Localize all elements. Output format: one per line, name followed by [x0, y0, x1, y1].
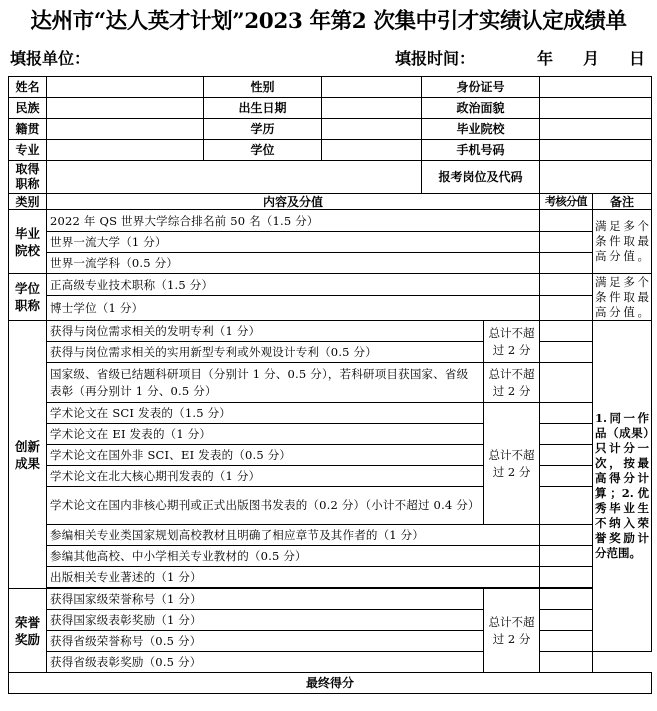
final-row — [9, 673, 652, 694]
score-cell[interactable] — [540, 487, 593, 525]
innovation-cap-2: 总计不超过 2 分 — [484, 363, 540, 403]
birth-label: 出生日期 — [204, 98, 322, 119]
school-item-3: 世界一流学科（0.5 分） — [47, 253, 540, 274]
list-item — [9, 342, 652, 363]
phone-label: 手机号码 — [422, 140, 540, 161]
ethnicity-label: 民族 — [9, 98, 47, 119]
list-item — [9, 210, 652, 232]
content-header: 内容及分值 — [47, 194, 540, 210]
list-item — [9, 274, 652, 296]
origin-label: 籍贯 — [9, 119, 47, 140]
info-row-2 — [9, 98, 652, 119]
list-item — [9, 232, 652, 253]
degree-item-2: 博士学位（1 分） — [47, 296, 540, 321]
score-cell[interactable] — [540, 253, 593, 274]
ethnicity-value[interactable] — [47, 98, 204, 119]
innovation-item-8: 学术论文在国内非核心期刊或正式出版图书发表的（0.2 分）（小计不超过 0.4 分） — [47, 487, 484, 525]
title-got-label: 取得职称 — [9, 161, 47, 194]
info-row-4 — [9, 140, 652, 161]
info-row-1 — [9, 77, 652, 98]
list-item — [9, 631, 652, 652]
score-cell[interactable] — [540, 652, 593, 673]
score-cell[interactable] — [540, 363, 593, 403]
list-item — [9, 403, 652, 424]
score-cell[interactable] — [540, 296, 593, 321]
degree-category: 学位职称 — [9, 274, 47, 321]
degree-label: 学位 — [204, 140, 322, 161]
major-label: 专业 — [9, 140, 47, 161]
school-remark: 满足多个条件取最高分值。 — [593, 210, 652, 274]
innovation-item-3: 国家级、省级已结题科研项目（分别计 1 分、0.5 分），若科研项目获国家、省级表彰（再分别计 1 分、0.5 分） — [47, 363, 484, 403]
gender-value[interactable] — [322, 77, 422, 98]
info-row-5 — [9, 161, 652, 194]
list-item — [9, 363, 652, 403]
innovation-item-5: 学术论文在 EI 发表的（1 分） — [47, 424, 484, 445]
innovation-item-2: 获得与岗位需求相关的实用新型专利或外观设计专利（0.5 分） — [47, 342, 484, 363]
score-cell[interactable] — [540, 466, 593, 487]
gender-label: 性别 — [204, 77, 322, 98]
id-card-value[interactable] — [540, 77, 652, 98]
title-got-value[interactable] — [47, 161, 422, 194]
honor-cap: 总计不超过 2 分 — [484, 589, 540, 673]
school-item-2: 世界一流大学（1 分） — [47, 232, 540, 253]
score-cell[interactable] — [540, 210, 593, 232]
innovation-category: 创新成果 — [9, 321, 47, 589]
page-title: 达州市“达人英才计划”2023 年第2 次集中引才实绩认定成绩单 — [30, 9, 627, 34]
school-label: 毕业院校 — [422, 119, 540, 140]
time-label: 填报时间： — [395, 49, 476, 68]
innovation-item-11: 出版相关专业著述的（1 分） — [47, 567, 540, 588]
unit-label: 填报单位： — [10, 49, 91, 68]
innovation-item-10: 参编其他高校、中小学相关专业教材的（0.5 分） — [47, 546, 540, 567]
list-item — [9, 445, 652, 466]
post-label: 报考岗位及代码 — [422, 161, 540, 194]
honor-category: 荣誉奖励 — [9, 589, 47, 673]
honor-item-3: 获得省级荣誉称号（0.5 分） — [47, 631, 484, 652]
score-cell[interactable] — [540, 610, 593, 631]
education-value[interactable] — [322, 119, 422, 140]
honor-item-4: 获得省级表彰奖励（0.5 分） — [47, 652, 484, 673]
education-label: 学历 — [204, 119, 322, 140]
score-cell[interactable] — [540, 274, 593, 296]
score-cell[interactable] — [540, 525, 593, 546]
score-cell[interactable] — [540, 424, 593, 445]
innovation-item-1: 获得与岗位需求相关的发明专利（1 分） — [47, 321, 484, 342]
name-label: 姓名 — [9, 77, 47, 98]
post-value[interactable] — [540, 161, 652, 194]
school-category: 毕业院校 — [9, 210, 47, 274]
id-card-label: 身份证号 — [422, 77, 540, 98]
score-cell[interactable] — [540, 232, 593, 253]
political-value[interactable] — [540, 98, 652, 119]
name-value[interactable] — [47, 77, 204, 98]
innovation-remark: 1.同一作品（成果）只计分一次，按最高得分计算；2.优秀毕业生不纳入荣誉奖励计分范围。 — [593, 321, 652, 652]
list-item — [9, 424, 652, 445]
birth-value[interactable] — [322, 98, 422, 119]
score-table — [8, 76, 652, 694]
list-item — [9, 253, 652, 274]
list-item — [9, 652, 652, 673]
score-cell[interactable] — [540, 546, 593, 567]
list-item — [9, 321, 652, 342]
category-header: 类别 — [9, 194, 47, 210]
innovation-item-6: 学术论文在国外非 SCI、EI 发表的（0.5 分） — [47, 445, 484, 466]
score-cell[interactable] — [540, 631, 593, 652]
month-label: 月 — [583, 49, 600, 68]
score-cell[interactable] — [540, 445, 593, 466]
honor-item-2: 获得国家级表彰奖励（1 分） — [47, 610, 484, 631]
list-item — [9, 487, 652, 525]
degree-value[interactable] — [322, 140, 422, 161]
score-header: 考核分值 — [540, 194, 593, 210]
day-label: 日 — [629, 49, 646, 68]
innovation-cap-1: 总计不超过 2 分 — [484, 321, 540, 363]
score-cell[interactable] — [540, 589, 593, 610]
phone-value[interactable] — [540, 140, 652, 161]
degree-item-1: 正高级专业技术职称（1.5 分） — [47, 274, 540, 296]
school-item-1: 2022 年 QS 世界大学综合排名前 50 名（1.5 分） — [47, 210, 540, 232]
score-cell[interactable] — [540, 567, 593, 588]
score-cell[interactable] — [540, 342, 593, 363]
political-label: 政治面貌 — [422, 98, 540, 119]
list-item — [9, 610, 652, 631]
major-value[interactable] — [47, 140, 204, 161]
column-header-row — [9, 194, 652, 210]
school-value[interactable] — [540, 119, 652, 140]
list-item — [9, 567, 652, 588]
innovation-item-9: 参编相关专业类国家规划高校教材且明确了相应章节及其作者的（1 分） — [47, 525, 540, 546]
year-label: 年 — [537, 49, 554, 68]
info-row-3 — [9, 119, 652, 140]
innovation-cap-3: 总计不超过 2 分 — [484, 403, 540, 525]
degree-remark: 满足多个条件取最高分值。 — [593, 274, 652, 321]
list-item — [9, 525, 652, 546]
origin-value[interactable] — [47, 119, 204, 140]
list-item — [9, 296, 652, 321]
list-item — [9, 466, 652, 487]
final-score-label: 最终得分 — [9, 673, 652, 694]
honor-item-1: 获得国家级荣誉称号（1 分） — [47, 589, 484, 610]
innovation-item-4: 学术论文在 SCI 发表的（1.5 分） — [47, 403, 484, 424]
list-item — [9, 546, 652, 567]
remark-header: 备注 — [593, 194, 652, 210]
score-cell[interactable] — [540, 321, 593, 342]
score-cell[interactable] — [540, 403, 593, 424]
list-item — [9, 589, 652, 610]
innovation-item-7: 学术论文在北大核心期刊发表的（1 分） — [47, 466, 484, 487]
